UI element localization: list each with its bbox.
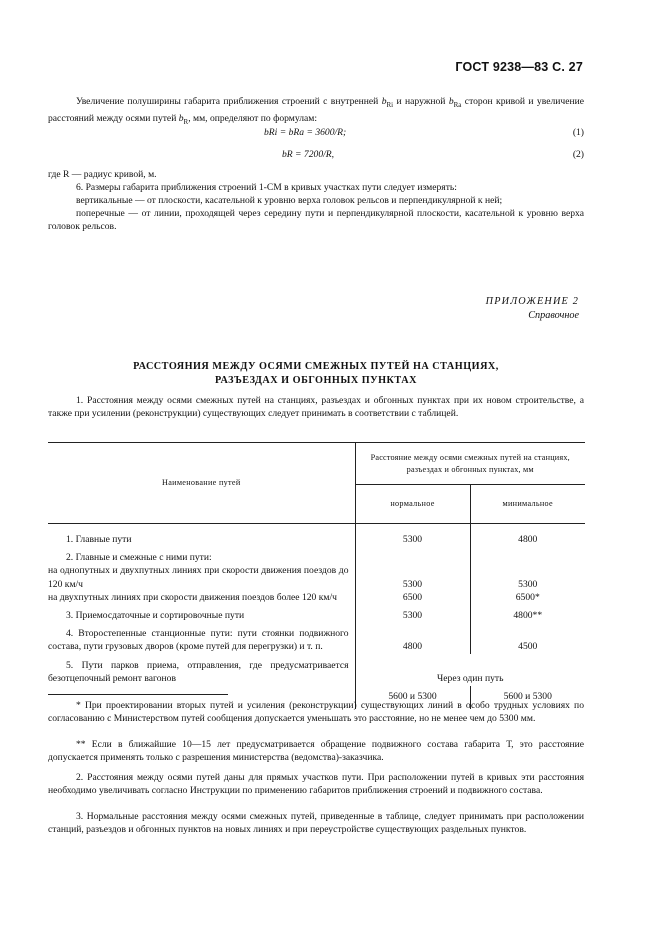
distances-table	[48, 442, 585, 709]
col-header-normal: нормальное	[355, 484, 470, 523]
item6-p1: 6. Размеры габарита приближения строений 1-СМ в кривых участках пути следует измерять:	[76, 182, 457, 193]
page-header: ГОСТ 9238—83 С. 27	[455, 60, 583, 74]
row-span-note: Через один путь	[437, 672, 504, 684]
row-normal: 5600 и 5300	[355, 686, 470, 709]
row-normal: 5300	[355, 524, 470, 547]
row-min: 4800**	[513, 610, 543, 622]
paragraph-3: 3. Нормальные расстояния между осями смежных путей, приведенные в таблице, следует принимать при расположении станций, разъездов и обгонных пунктов на новых линиях и при переустройстве существующих раздельных пунктов.	[48, 811, 584, 836]
row-min: 4500	[518, 641, 538, 653]
col-header-name: Наименование путей	[48, 443, 355, 524]
row-min	[470, 546, 585, 564]
table-header-row	[48, 443, 585, 485]
formula-1: bRi = bRa = 3600/R;	[264, 127, 347, 138]
row-name: на двухпутных линиях при скорости движения поездов более 120 км/ч	[48, 591, 355, 604]
row-normal: 5300	[355, 564, 470, 590]
section-title-line2: РАЗЪЕЗДАХ И ОБГОННЫХ ПУНКТАХ	[215, 375, 417, 386]
table-row	[48, 546, 585, 564]
intro-text-a: Увеличение полуширины габарита приближения строений с внутренней	[76, 96, 382, 107]
footnote-divider	[48, 694, 228, 695]
row-min: 6500*	[515, 591, 540, 603]
formula-2: bR = 7200/R,	[282, 149, 335, 160]
intro-paragraph	[48, 95, 584, 129]
b-r-symbol: b	[178, 113, 184, 125]
formula-2-number: (2)	[572, 149, 584, 160]
b-ri-symbol: b	[381, 96, 387, 107]
intro-text-b: и наружной	[393, 96, 449, 107]
paragraph-2: 2. Расстояния между осями путей даны для прямых участков пути. При расположении путей в кривых эти расстояния необходимо увеличивать согласно Инструкции по применению габаритов приближения строений и подвижного состава.	[48, 772, 584, 797]
row-name: 3. Приемосдаточные и сортировочные пути	[48, 604, 355, 622]
intro-text-d: , мм, определяют по формулам:	[188, 113, 317, 125]
appendix-label-block	[486, 295, 579, 323]
item6-p3: поперечные — от линии, проходящей через середину пути и перпендикулярной плоскости, касательной к уровню верха головок рельсов.	[48, 208, 584, 233]
row-min: 4800	[518, 534, 538, 545]
table-row	[48, 564, 585, 590]
table-row	[48, 622, 585, 653]
row-normal	[355, 546, 470, 564]
formula-1-number: (1)	[572, 127, 584, 138]
appendix-type: Справочное	[528, 310, 579, 321]
b-ra-subscript: Ra	[453, 100, 462, 109]
row-normal: 4800	[355, 622, 470, 653]
where-text: где R — радиус кривой, м.	[48, 169, 157, 180]
table-row	[48, 591, 585, 604]
row-min: 5600 и 5300	[503, 690, 552, 702]
table-row	[48, 524, 585, 547]
section-title	[48, 360, 584, 388]
b-r-subscript: R	[183, 118, 189, 127]
col-header-min: минимальное	[470, 484, 585, 523]
row-name: 1. Главные пути	[48, 524, 355, 547]
row-name: на однопутных и двухпутных линиях при скорости движения поездов до 120 км/ч	[48, 564, 355, 590]
row-name: 2. Главные и смежные с ними пути:	[48, 546, 355, 564]
row-normal: 6500	[355, 591, 470, 604]
row-name: 5. Пути парков приема, отправления, где предусматривается безотцепочный ремонт вагонов	[48, 654, 355, 709]
row-min: 5300	[518, 578, 538, 590]
paragraph-1: 1. Расстояния между осями смежных путей на станциях, разъездах и обгонных пунктах при их новом строительстве, а также при усилении (реконструкции) существующих следует принимать в соответствии с таблицей.	[48, 395, 584, 420]
appendix-label: ПРИЛОЖЕНИЕ 2	[485, 296, 579, 307]
b-ra-symbol: b	[448, 96, 454, 107]
item6-p2: вертикальные — от плоскости, касательной к уровню верха головок рельсов и перпендикулярной к ней;	[76, 195, 503, 206]
section-title-line1: РАССТОЯНИЯ МЕЖДУ ОСЯМИ СМЕЖНЫХ ПУТЕЙ НА СТАНЦИЯХ,	[133, 361, 499, 372]
b-ri-subscript: Ri	[386, 100, 394, 109]
row-normal: 5300	[355, 604, 470, 622]
intro-text-c: сторон кривой и увеличение расстояний между осями путей	[48, 96, 584, 125]
footnote-1: * При проектировании вторых путей и усиления (реконструкции) существующих линий в особо трудных условиях по согласованию с Министерством путей сообщения допускается уменьшать это расстояние, но не менее чем до 5300 мм.	[48, 700, 584, 725]
table-row	[48, 604, 585, 622]
row-name: 4. Второстепенные станционные пути: пути стоянки подвижного состава, пути грузовых дворов (кроме путей для перегрузки) и т. п.	[48, 622, 355, 653]
footnote-2: ** Если в ближайшие 10—15 лет предусматривается обращение подвижного состава габарита Т, это расстояние допускается применять только с разрешения министерства (ведомства)-заказчика.	[48, 739, 584, 764]
col-header-distance: Расстояние между осями смежных путей на станциях, разъездах и обгонных пунктах, мм	[355, 443, 585, 485]
table-row	[48, 654, 585, 686]
